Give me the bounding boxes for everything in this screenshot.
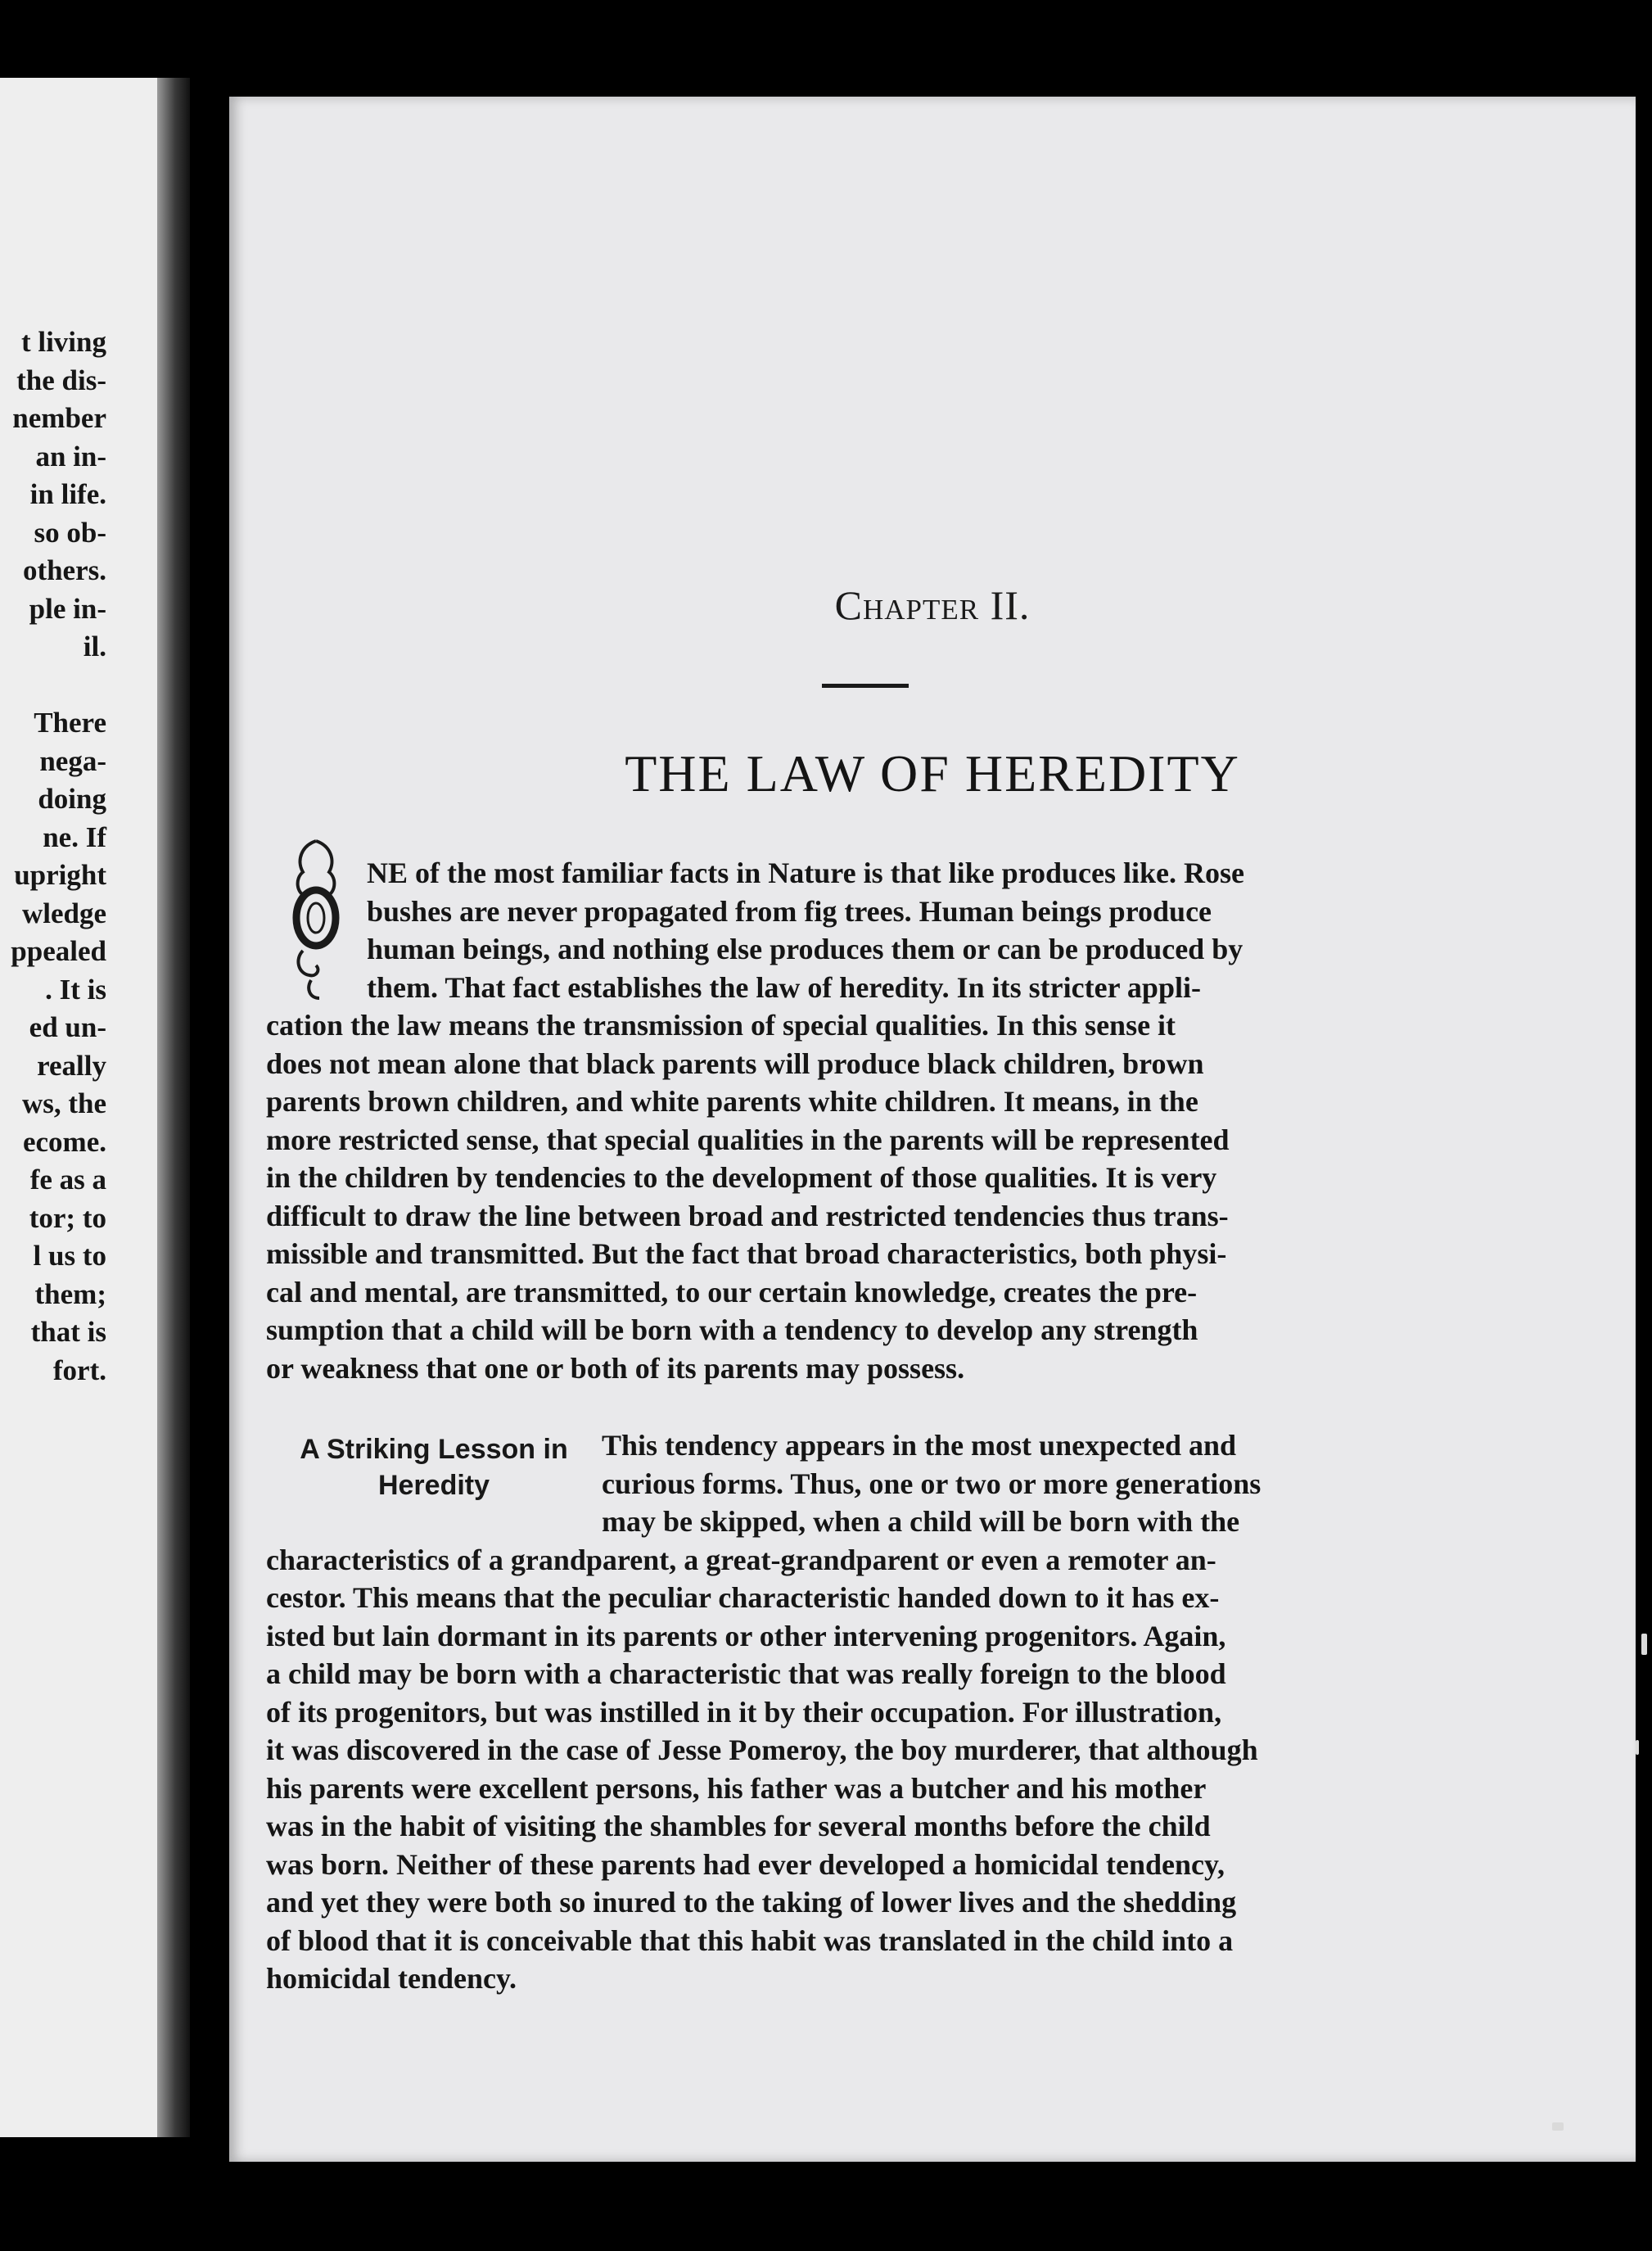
- text-line: cation the law means the transmission of special qualities. In this sense it: [266, 1009, 1176, 1042]
- left-line: the dis-: [16, 364, 106, 396]
- text-line: cal and mental, are transmitted, to our certain knowledge, creates the pre-: [266, 1275, 1198, 1309]
- left-line: . It is: [45, 973, 106, 1006]
- text-line: parents brown children, and white parents white children. It means, in the: [266, 1085, 1198, 1118]
- left-line: ple in-: [29, 592, 106, 625]
- left-line: others.: [22, 554, 106, 586]
- text-line: difficult to draw the line between broad and restricted tendencies thus trans-: [266, 1199, 1229, 1232]
- left-line: them;: [34, 1277, 106, 1310]
- text-line: bushes are never propagated from fig trees. Human beings produce: [367, 894, 1212, 928]
- paragraph-heredity-intro: [266, 854, 1449, 1387]
- left-line: doing: [38, 783, 106, 815]
- left-line: ws, the: [21, 1087, 106, 1119]
- text-line: curious forms. Thus, one or two or more generations: [602, 1467, 1262, 1500]
- scan-speck: [1552, 2122, 1564, 2131]
- text-line: This tendency appears in the most unexpected and: [602, 1429, 1237, 1462]
- text-line: of its progenitors, but was instilled in it by their occupation. For illustration,: [266, 1695, 1222, 1729]
- text-line: a child may be born with a characteristic that was really foreign to the blood: [266, 1657, 1226, 1690]
- left-line: ed un-: [29, 1011, 106, 1043]
- left-line: ppealed: [11, 935, 106, 967]
- left-line: wledge: [21, 897, 106, 929]
- book-gutter: [157, 78, 190, 2137]
- left-line: an in-: [35, 440, 106, 472]
- text-line: more restricted sense, that special qualities in the parents will be represented: [266, 1123, 1230, 1156]
- book-page: [229, 97, 1636, 2162]
- text-line: in the children by tendencies to the development of those qualities. It is very: [266, 1161, 1217, 1194]
- previous-page-fragment: [0, 78, 190, 2137]
- text-line: and yet they were both so inured to the taking of lower lives and the shedding: [266, 1886, 1237, 1919]
- side-heading-line: Heredity: [377, 1470, 490, 1501]
- text-line: or weakness that one or both of its parents may possess.: [266, 1351, 965, 1385]
- text-line: does not mean alone that black parents will produce black children, brown: [266, 1046, 1204, 1080]
- text-line: cestor. This means that the peculiar characteristic handed down to it has ex-: [266, 1581, 1220, 1614]
- left-line: ne. If: [43, 820, 106, 853]
- text-line: sumption that a child will be born with a tendency to develop any strength: [266, 1313, 1198, 1346]
- left-line: l us to: [33, 1240, 106, 1272]
- previous-page-text: [0, 323, 106, 1390]
- text-line: may be skipped, when a child will be born with the: [602, 1505, 1240, 1538]
- left-line: nember: [12, 402, 106, 434]
- text-line: characteristics of a grandparent, a great-grandparent or even a remoter an-: [266, 1543, 1216, 1576]
- left-line: il.: [83, 631, 106, 662]
- text-line: isted but lain dormant in its parents or other intervening progenitors. Again,: [266, 1619, 1226, 1652]
- text-line: missible and transmitted. But the fact that broad characteristics, both physi-: [266, 1237, 1227, 1270]
- left-line: really: [37, 1049, 106, 1082]
- scan-speck: [1636, 1740, 1639, 1755]
- text-line: homicidal tendency.: [266, 1962, 517, 1995]
- left-line: in life.: [29, 478, 106, 510]
- left-line: [0, 667, 106, 705]
- left-line: so ob-: [34, 516, 106, 549]
- text-line: it was discovered in the case of Jesse Pomeroy, the boy murderer, that although: [266, 1733, 1258, 1766]
- side-heading-line: A Striking Lesson in: [300, 1434, 568, 1465]
- text-line: was in the habit of visiting the shambles for several months before the child: [266, 1810, 1211, 1842]
- left-line: fe as a: [29, 1164, 106, 1196]
- scan-speck: [1641, 1634, 1647, 1655]
- left-line: t living: [20, 326, 106, 358]
- text-line: of blood that it is conceivable that this habit was translated in the child into a: [266, 1923, 1234, 1957]
- left-line: There: [34, 707, 106, 739]
- text-line: NE of the most familiar facts in Nature is that like produces like. Rose: [367, 857, 1244, 889]
- text-line: was born. Neither of these parents had ever developed a homicidal tendency,: [266, 1847, 1225, 1881]
- left-line: tor; to: [29, 1201, 106, 1234]
- text-line: them. That fact establishes the law of heredity. In its stricter appli-: [367, 970, 1201, 1004]
- left-line: ecome.: [22, 1125, 106, 1158]
- left-line: upright: [14, 859, 106, 891]
- text-line: human beings, and nothing else produces them or can be produced by: [367, 933, 1244, 965]
- left-line: nega-: [39, 744, 106, 777]
- chapter-number: Chapter II.: [834, 582, 1031, 628]
- left-line: fort.: [52, 1354, 106, 1386]
- chapter-title: THE LAW OF HEREDITY: [625, 744, 1240, 802]
- chapter-divider: [822, 684, 909, 688]
- text-line: his parents were excellent persons, his father was a butcher and his mother: [266, 1771, 1207, 1805]
- paragraph-striking-lesson: [266, 1426, 1449, 1998]
- left-line: that is: [30, 1316, 106, 1348]
